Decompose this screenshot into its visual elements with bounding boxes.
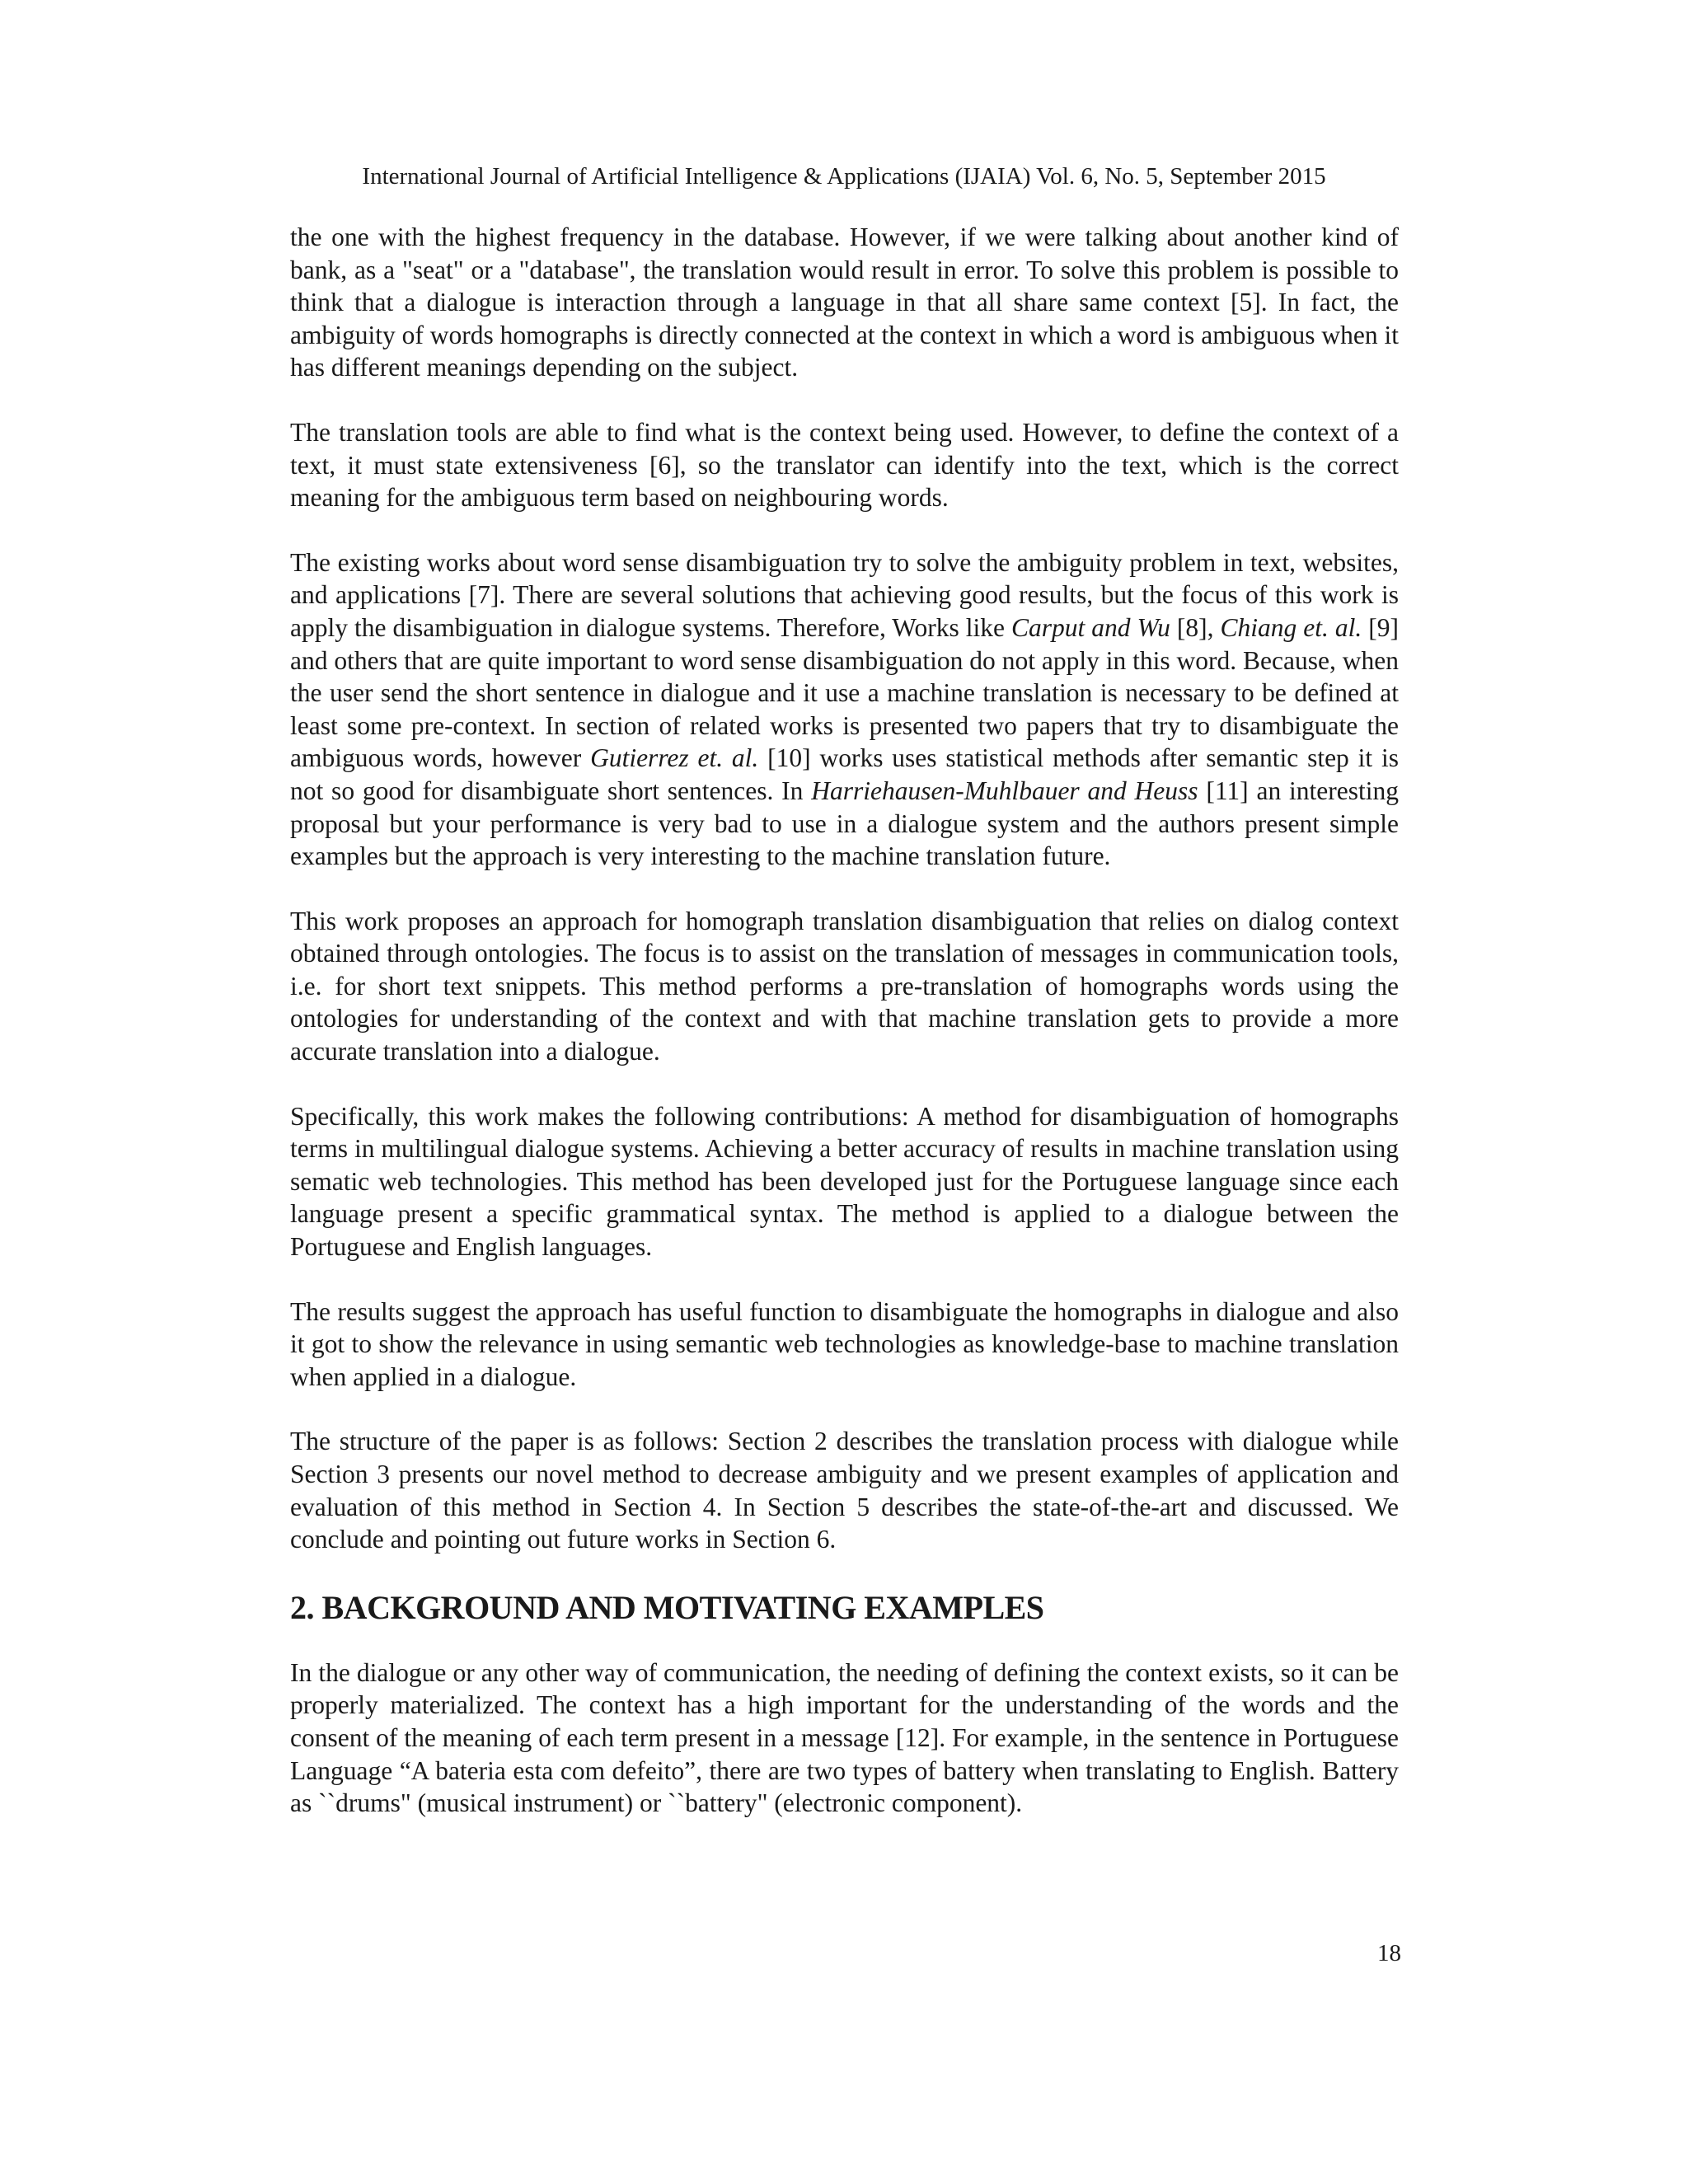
paragraph-contributions: Specifically, this work makes the following contributions: A method for disambiguation of homographs terms in multilingual dialogue systems. Achieving a better accuracy of results in machine translation using sematic web technologies. This method has been developed just for the Portuguese language since each language present a specific grammatical syntax. The method is applied to a dialogue between the Portuguese and English languages. (290, 1101, 1399, 1262)
paragraph-background: In the dialogue or any other way of communication, the needing of defining the context exists, so it can be properly materialized. The context has a high important for the understanding of the words and the consent of the meaning of each term present in a message [12]. For example, in the sentence in Portuguese Language “A bateria esta com defeito”, there are two types of battery when translating to English. Battery as ``drums" (musical instrument) or ``battery" (electronic component). (290, 1657, 1399, 1818)
paragraph-existing-works (290, 546, 1399, 873)
paragraph-results: The results suggest the approach has useful function to disambiguate the homographs in dialogue and also it got to show the relevance in using semantic web technologies as knowledge-base to machine translation when applied in a dialogue. (290, 1296, 1399, 1391)
body-text (290, 221, 1399, 1852)
citation-chiang: Chiang et. al. (1220, 612, 1362, 642)
page-number: 18 (1377, 1940, 1401, 1966)
existing-works-text-2: [8], (1170, 612, 1221, 642)
existing-works-text-4: [10] works uses statistical methods after semantic step it is not so good for disambiguate short sentences. In (290, 743, 1399, 805)
existing-works-text-1: The existing works about word sense disambiguation try to solve the ambiguity problem in text, websites, and applications [7]. There are several solutions that achieving good results, but the focus of this work is apply the disambiguation in dialogue systems. Therefore, Works like (290, 547, 1399, 642)
existing-works-text-3: [9] and others that are quite important to word sense disambiguation do not apply in this word. Because, when the user send the short sentence in dialogue and it use a machine translation is necessary to be defined at least some pre-context. In section of related works is presented two papers that try to disambiguate the ambiguous words, however (290, 612, 1399, 773)
paragraph-translation-tools: The translation tools are able to find what is the context being used. However, to define the context of a text, it must state extensiveness [6], so the translator can identify into the text, which is the correct meaning for the ambiguous term based on neighbouring words. (290, 417, 1399, 513)
section-heading: 2. BACKGROUND AND MOTIVATING EXAMPLES (290, 1588, 1044, 1626)
running-header: International Journal of Artificial Intelligence & Applications (IJAIA) Vol. 6, No. 5, September 2015 (362, 163, 1326, 190)
paragraph-proposed-approach: This work proposes an approach for homograph translation disambiguation that relies on dialog context obtained through ontologies. The focus is to assist on the translation of messages in communication tools, i.e. for short text snippets. This method performs a pre-translation of homographs words using the ontologies for understanding of the context and with that machine translation gets to provide a more accurate translation into a dialogue. (290, 906, 1399, 1066)
paragraph-context-ambiguity: the one with the highest frequency in the database. However, if we were talking about another kind of bank, as a "seat" or a "database", the translation would result in error. To solve this problem is possible to think that a dialogue is interaction through a language in that all share same context [5]. In fact, the ambiguity of words homographs is directly connected at the context in which a word is ambiguous when it has different meanings depending on the subject. (290, 223, 1399, 382)
paragraph-paper-structure: The structure of the paper is as follows: Section 2 describes the translation process with dialogue while Section 3 presents our novel method to decrease ambiguity and we present examples of application and evaluation of this method in Section 4. In Section 5 describes the state-of-the-art and discussed. We conclude and pointing out future works in Section 6. (290, 1427, 1399, 1554)
citation-gutierrez: Gutierrez et. al. (590, 743, 759, 773)
citation-harriehausen: Harriehausen-Muhlbauer and Heuss (811, 776, 1198, 805)
citation-carput-wu: Carput and Wu (1011, 612, 1170, 642)
existing-works-text-5: [11] an interesting proposal but your performance is very bad to use in a dialogue system and the authors present simple examples but the approach is very interesting to the machine translation future. (290, 776, 1399, 871)
